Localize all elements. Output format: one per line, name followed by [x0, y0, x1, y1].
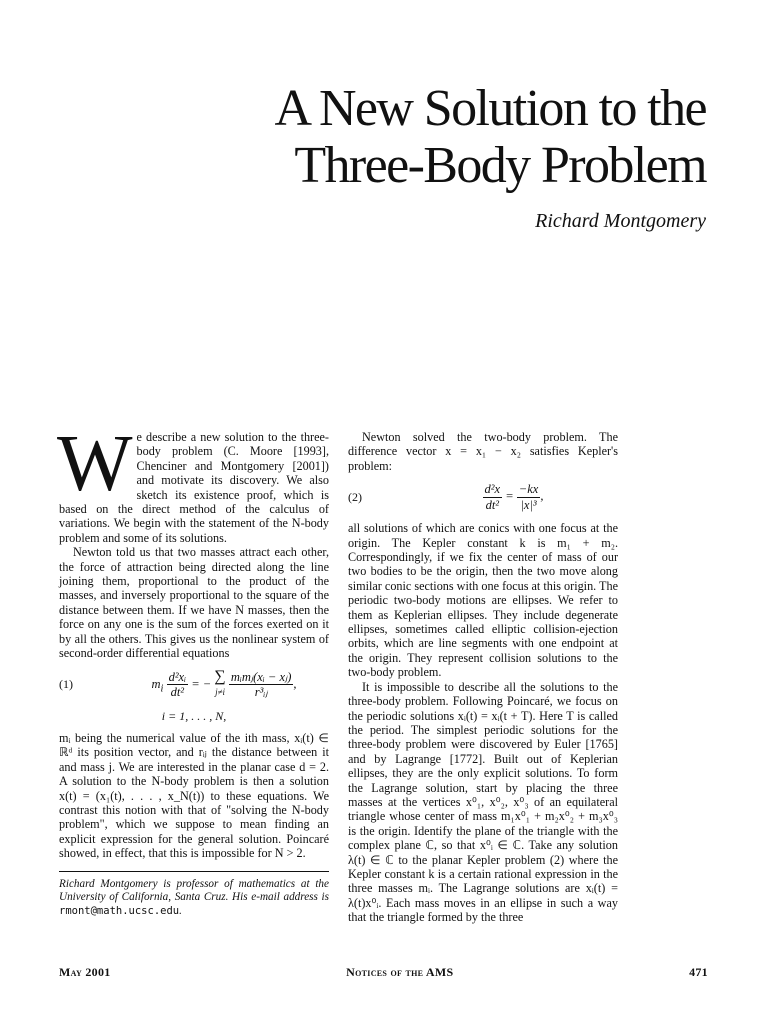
- eq2-lhs-num: d²x: [484, 482, 501, 497]
- two-body-paragraph: Newton solved the two-body problem. The difference vector x = x₁ − x₂ satisfies Kepler's problem:: [348, 430, 618, 473]
- eq1-lhs-den: dt²: [170, 685, 185, 699]
- page-footer: [59, 965, 708, 980]
- equation-1-range: i = 1, . . . , N,: [161, 708, 227, 723]
- equation-1-number: (1): [59, 677, 73, 692]
- equation-2: [348, 481, 618, 513]
- eq2-end: ,: [540, 489, 544, 504]
- article-title: [106, 80, 706, 194]
- footnote-end: .: [179, 904, 182, 917]
- equation-2-body: [408, 482, 618, 512]
- footnote-text: Richard Montgomery is professor of mathematics at the University of California, Santa Cruz. His e-mail address is: [59, 877, 329, 904]
- equation-2-number: (2): [348, 490, 362, 505]
- kepler-paragraph: all solutions of which are conics with one focus at the origin. The Kepler constant k is m₁ + m₂. Correspondingly, if we fix the center of mass of our two bodies to be the origin, then the two move along similar conic sections with one focus at this origin. The periodic two-body motions are ellipses. We refer to them as Keplerian ellipses. They include degenerate ellipses, sometimes called elliptic collision-ejection orbits, which are line segments with one endpoint at the origin. They represent collision solutions to the two-body problem.: [348, 521, 618, 680]
- footnote-rule: [59, 871, 329, 872]
- author-footnote: [59, 878, 329, 919]
- drop-cap: W: [57, 420, 133, 508]
- page-number: 471: [689, 965, 708, 979]
- eq2-rhs-den: |x|³: [520, 497, 537, 512]
- eq1-sum: [214, 670, 225, 699]
- eq1-sum-index: j≠i: [215, 686, 226, 697]
- periodic-paragraph: It is impossible to describe all the solutions to the three-body problem. Following Poincaré, we focus on the periodic solutions xᵢ(t) = xᵢ(t + T). Here T is called the period. The simplest periodic solutions for the three-body problem were discovered by Euler [1765] and by Lagrange [1772]. Built out of Keplerian ellipses, they are the only explicit solutions. To form the Lagrange solution, start by placing the three masses at the vertices x⁰₁, x⁰₂, x⁰₃ of an equilateral triangle whose center of mass m₁x⁰₁ + m₂x⁰₂ + m₃x⁰₃ is the origin. Identify the plane of the triangle with the complex plane ℂ, so that x⁰ᵢ ∈ ℂ. Take any solution λ(t) ∈ ℂ to the planar Kepler problem (2) where the Kepler constant k is a certain rational expression in the three masses mᵢ. The Lagrange solutions are xᵢ(t) = λ(t)x⁰ᵢ. Each mass moves in an ellipse in such a way that the triangle formed by the three: [348, 679, 618, 925]
- equation-1: [59, 669, 329, 701]
- eq1-rhs-den: r³ᵢⱼ: [254, 685, 268, 699]
- right-column: [348, 430, 618, 925]
- author-email: rmont@math.ucsc.edu: [59, 904, 180, 917]
- title-line-1: A New Solution to the: [274, 80, 706, 137]
- eq1-rhs-num: mᵢmⱼ(xᵢ − xⱼ): [230, 669, 292, 684]
- eq2-rhs-fraction: [517, 482, 544, 512]
- intro-text: e describe a new solution to the three-body problem (C. Moore [1993], Chenciner and Montgomery [2001]) and motivate its discovery. We also sketch its existence proof, which is based on the direct method of the calculus of variations. We begin with the statement of the N-body problem and some of its solutions.: [59, 430, 329, 545]
- definitions-paragraph: mᵢ being the numerical value of the ith mass, xᵢ(t) ∈ ℝᵈ its position vector, and rᵢⱼ the distance between it and mass j. We are interested in the planar case d = 2. A solution to the N-body problem is then a solution x(t) = (x₁(t), . . . , x_N(t)) to these equations. We contrast this notion with that of "solving the N-body problem", which we suppose to mean finding an explicit expression for the general solution. Poincaré showed, in effect, that this is impossible for N > 2.: [59, 730, 329, 861]
- newton-paragraph: Newton told us that two masses attract each other, the force of attraction being directed along the line joining them, proportional to the product of the masses, and inversely proportional to the square of the distance between them. If we have N masses, then the force on any one is the sum of the forces exerted on it by all the others. This gives us the nonlinear system of second-order differential equations: [59, 545, 329, 661]
- eq1-middle: = −: [191, 676, 212, 691]
- title-line-2: Three-Body Problem: [294, 137, 706, 194]
- intro-paragraph: [57, 420, 329, 545]
- eq1-lhs: m: [151, 676, 161, 691]
- equation-1-body: $m_i$ $\frac{\text{d²xᵢ}}{\text{dt²}}$ = − ∑ j≠i $\frac{\text{mᵢmⱼ(xᵢ − xⱼ)}}{\text{r³ᵢⱼ}}$ ,: [151, 668, 297, 699]
- eq2-equals: =: [505, 489, 514, 504]
- eq1-sub: i: [160, 682, 164, 694]
- left-column: [57, 420, 329, 918]
- eq2-lhs-fraction: [483, 482, 503, 512]
- eq1-lhs-num: d²xᵢ: [168, 669, 187, 684]
- eq1-sum-sign: ∑: [214, 668, 226, 686]
- eq2-lhs-den: dt²: [485, 497, 500, 512]
- author-name: Richard Montgomery: [535, 210, 706, 232]
- eq1-rhs-fraction: [229, 670, 294, 700]
- footer-date: May 2001: [59, 965, 111, 979]
- footer-journal: Notices of the AMS: [346, 965, 454, 979]
- eq2-rhs-num: −kx: [518, 482, 539, 497]
- eq1-lhs-fraction: [167, 670, 189, 700]
